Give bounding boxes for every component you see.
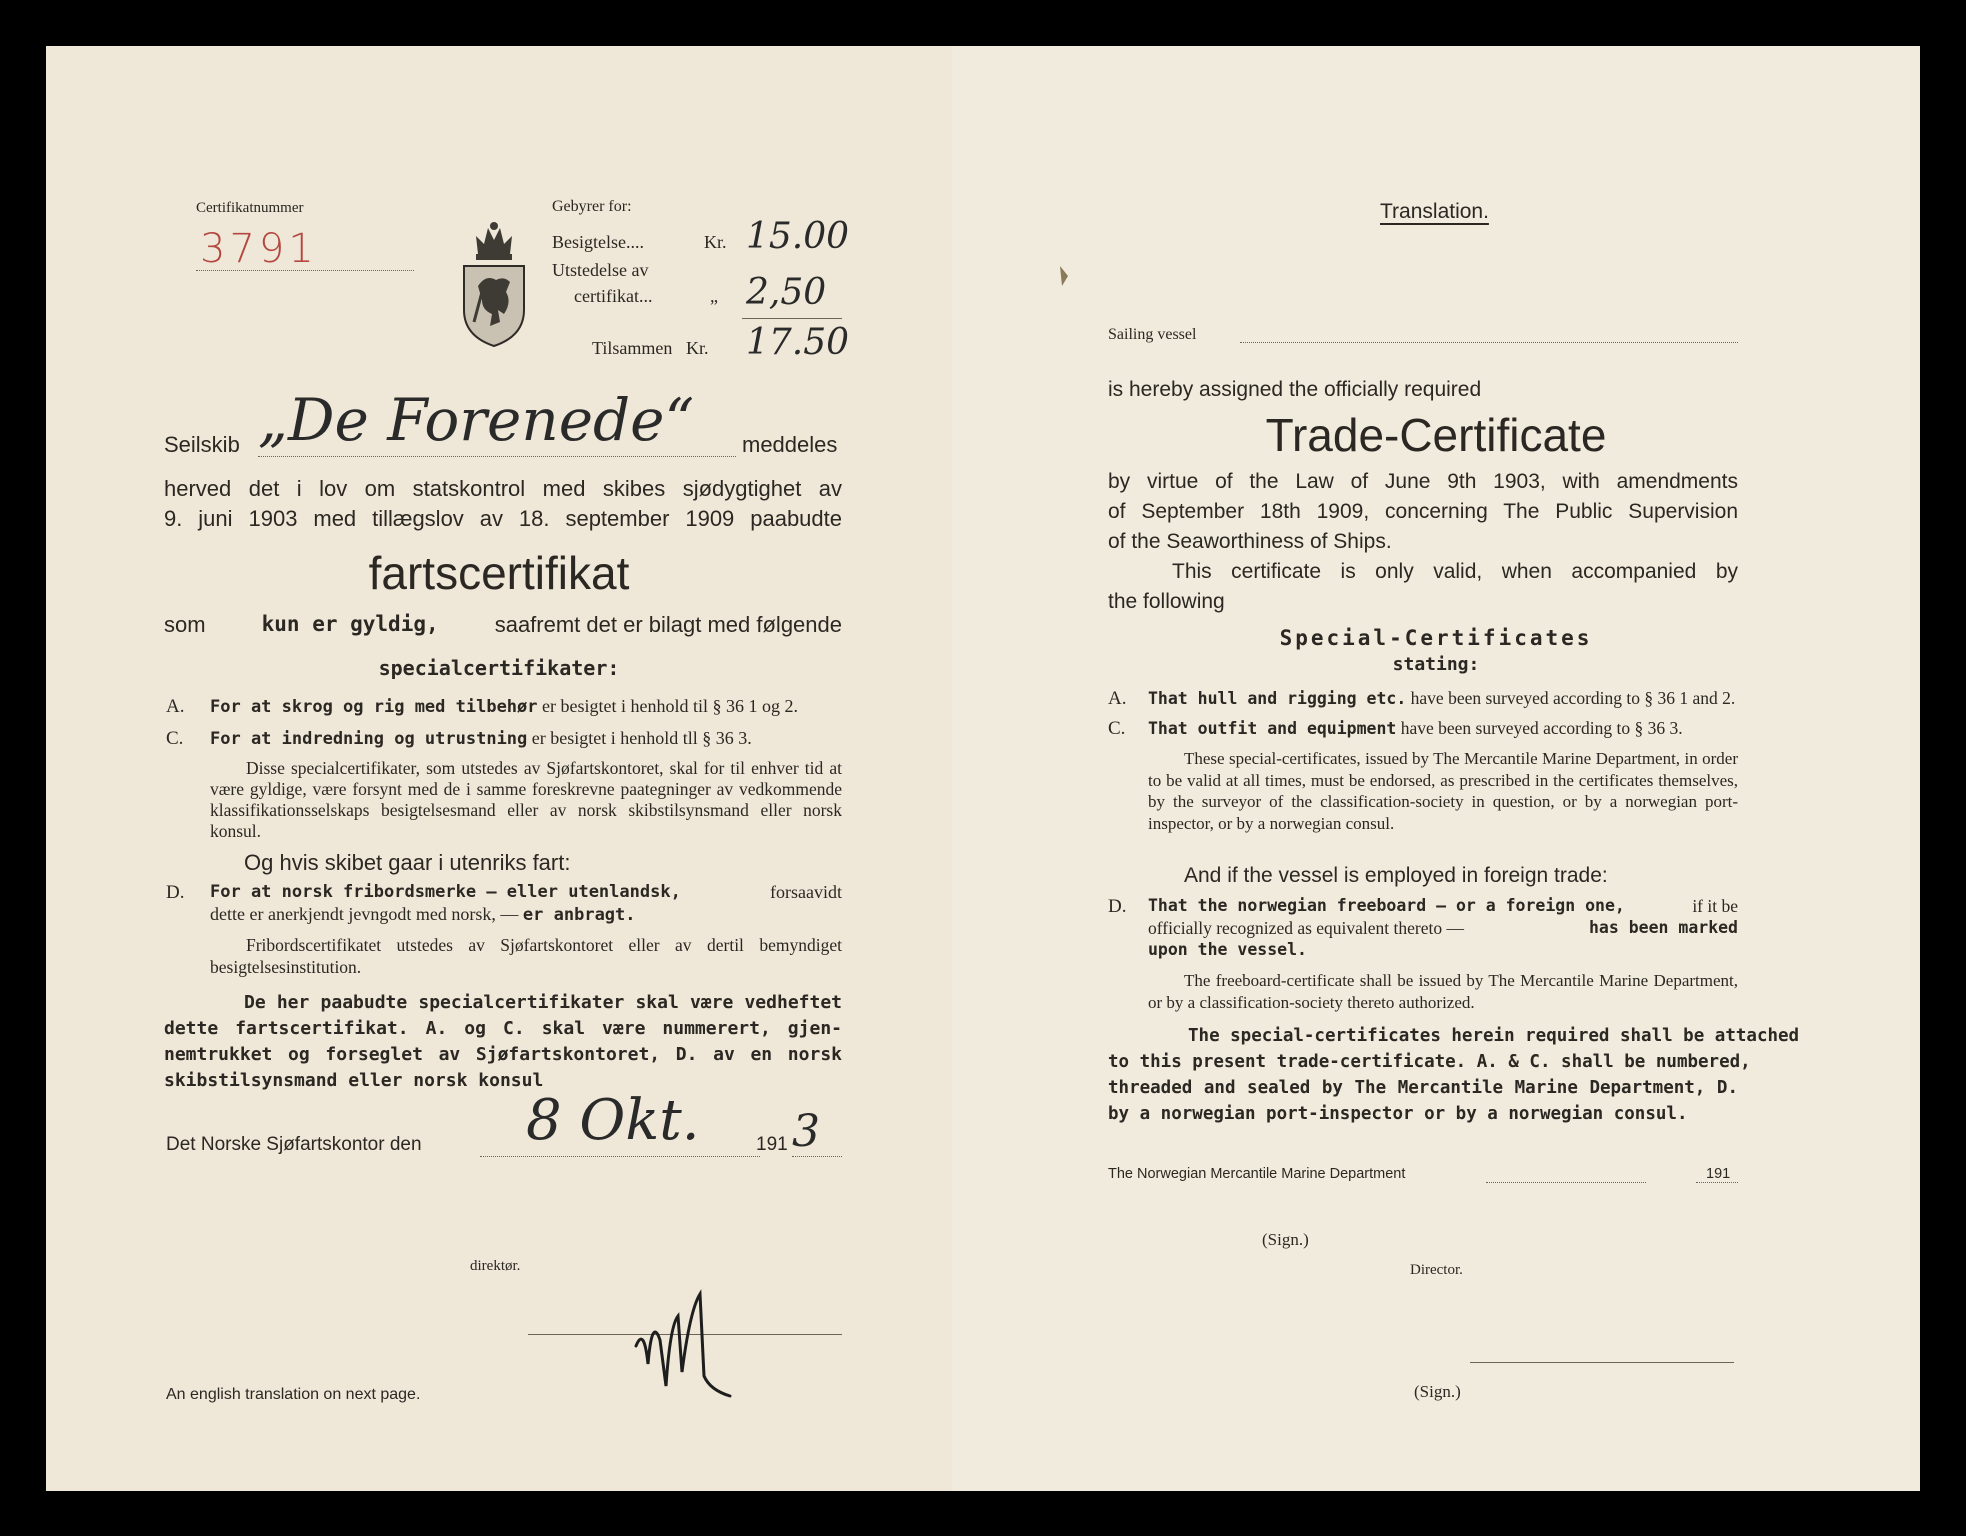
ship-prefix: Seilskib — [164, 432, 240, 457]
item-d-line-2 — [210, 904, 636, 925]
closing-line-2: dette fartscertifikat. A. og C. skal være nummerert, gjen- — [164, 1018, 842, 1039]
item-a-rest: er besigtet i henhold til § 36 1 og 2. — [542, 696, 798, 716]
fee-sum-line — [742, 318, 842, 319]
right-item-a-bold: That hull and rigging etc. — [1148, 689, 1407, 708]
valid-line-1: This certificate is only valid, when accompanied by — [1172, 560, 1738, 583]
vessel-label: Sailing vessel — [1108, 326, 1197, 343]
right-office-year-line — [1696, 1182, 1738, 1183]
left-page — [46, 46, 953, 1491]
fee-inspection-value: 15.00 — [746, 216, 850, 257]
valid-line-2: the following — [1108, 590, 1225, 613]
valid-line-pre: som — [164, 612, 206, 637]
fee-issue-ditto: „ — [710, 286, 718, 306]
note-2: Fribordscertifikatet utstedes av Sjøfartskontoret eller av dertil bemyndiget besigtelsesinstitution. — [210, 935, 842, 977]
item-c-rest: er besigtet i henhold tll § 36 3. — [531, 728, 752, 748]
sign-1: (Sign.) — [1262, 1230, 1309, 1249]
right-item-c-rest: have been surveyed according to § 36 3. — [1400, 718, 1683, 738]
assigned-line: is hereby assigned the officially required — [1108, 378, 1482, 401]
right-item-c — [1148, 718, 1683, 739]
item-c-bold: For at indredning og utrustning — [210, 729, 528, 749]
right-special-heading: Special-Certificates — [1279, 626, 1593, 650]
intro-line-2: 9. juni 1903 med tillægslov av 18. september 1909 paabudte — [164, 506, 842, 531]
right-page — [952, 46, 1920, 1491]
fee-total-label: Tilsammen — [592, 338, 673, 358]
item-d-bold-1: For at norsk fribordsmerke — eller utenlandsk, — [210, 882, 681, 902]
fee-inspection-currency: Kr. — [704, 232, 727, 252]
item-a-bold: For at skrog og rig med tilbehør — [210, 697, 538, 717]
right-closing-line-3: threaded and sealed by The Mercantile Marine Department, D. — [1108, 1078, 1738, 1098]
cert-number-line — [196, 270, 414, 271]
right-item-d-bold-2: has been marked — [1588, 918, 1738, 937]
right-main-title: Trade-Certificate — [1265, 409, 1607, 461]
item-d-rest-1: forsaavidt — [770, 882, 842, 902]
ship-name-line — [258, 456, 736, 457]
right-item-c-letter: C. — [1108, 718, 1126, 739]
cert-number-value: 3791 — [200, 226, 318, 272]
right-note-1: These special-certificates, issued by The Mercantile Marine Department, in order to be valid at all times, must be endorsed, as prescribed in the certificates themselves, by the surveyor of the classification-society in question, or by a norwegian port-inspector, or by a norwegian consul. — [1148, 749, 1738, 833]
fee-issue-label-2: certifikat... — [574, 286, 653, 306]
office-year-prefix: 191 — [756, 1134, 788, 1155]
office-year-line — [792, 1156, 842, 1157]
right-item-d-rest-1: if it be — [1692, 896, 1738, 916]
fees-label: Gebyrer for: — [552, 198, 632, 215]
closing-line-4: skibstilsynsmand eller norsk konsul — [164, 1070, 544, 1091]
right-signature-line — [1470, 1362, 1734, 1363]
closing-line-1: De her paabudte specialcertifikater skal være vedheftet — [244, 992, 842, 1013]
special-heading: specialcertifikater: — [378, 656, 620, 680]
right-closing-line-4: by a norwegian port-inspector or by a norwegian consul. — [1108, 1104, 1688, 1124]
item-a — [210, 696, 798, 717]
right-office-year: 191 — [1706, 1166, 1731, 1182]
law-line-2: of September 18th 1909, concerning The Public Supervision — [1108, 500, 1738, 523]
closing-line-3: nemtrukket og forseglet av Sjøfartskontoret, D. av en norsk — [164, 1044, 842, 1065]
item-d-rest-2: dette er anerkjendt jevngodt med norsk, — — [210, 904, 519, 924]
cert-number-label: Certifikatnummer — [196, 200, 304, 216]
right-item-d-rest-2: officially recognized as equivalent thereto — — [1148, 918, 1465, 938]
norwegian-coat-of-arms-icon — [456, 218, 532, 348]
note-1: Disse specialcertifikater, som utstedes av Sjøfartskontoret, skal for til enhver tid at være gyldige, være forsynt med de i samme foreskrevne paategninger av vedkommende klassifikationsselskaps besigtelsesmand eller av norsk skibstilsynsmand eller norsk konsul. — [210, 758, 842, 841]
paper-mark — [1058, 264, 1070, 288]
item-a-letter: A. — [166, 696, 185, 717]
intro-line-1: herved det i lov om statskontrol med skibes sjødygtighet av — [164, 476, 842, 501]
right-office-label: The Norwegian Mercantile Marine Department — [1108, 1166, 1406, 1182]
right-item-c-bold: That outfit and equipment — [1148, 719, 1397, 738]
valid-line-post: saafremt det er bilagt med følgende — [494, 612, 842, 637]
item-c-letter: C. — [166, 728, 184, 749]
item-d-letter: D. — [166, 882, 185, 903]
right-director-label: Director. — [1410, 1262, 1463, 1278]
office-date: 8 Okt. — [526, 1088, 700, 1153]
ship-name: „De Forenede“ — [258, 386, 695, 454]
fee-total-currency: Kr. — [686, 338, 709, 358]
director-signature — [630, 1286, 740, 1398]
right-closing-line-1: The special-certificates herein required shall be attached — [1188, 1026, 1800, 1046]
law-line-1: by virtue of the Law of June 9th 1903, with amendments — [1108, 470, 1738, 493]
sign-2: (Sign.) — [1414, 1382, 1461, 1401]
law-line-3: of the Seaworthiness of Ships. — [1108, 530, 1392, 553]
right-item-d-letter: D. — [1108, 896, 1127, 917]
right-closing-line-2: to this present trade-certificate. A. & C. shall be numbered, — [1108, 1052, 1751, 1072]
ship-suffix: meddeles — [742, 432, 838, 457]
right-foreign-heading: And if the vessel is employed in foreign trade: — [1184, 864, 1608, 887]
valid-line-bold: kun er gyldig, — [261, 612, 439, 636]
item-d-line-1 — [210, 882, 842, 903]
main-title: fartscertifikat — [368, 547, 630, 599]
office-year-suffix: 3 — [792, 1106, 820, 1157]
right-item-d-line-2 — [1148, 918, 1738, 939]
item-d-bold-2: er anbragt. — [522, 905, 636, 925]
right-item-d-bold-3: upon the vessel. — [1148, 940, 1307, 959]
stating: stating: — [1392, 654, 1480, 675]
right-office-line — [1486, 1182, 1646, 1183]
item-c — [210, 728, 752, 749]
foreign-heading: Og hvis skibet gaar i utenriks fart: — [244, 850, 571, 875]
right-item-a-letter: A. — [1108, 688, 1127, 709]
footer-note: An english translation on next page. — [166, 1386, 421, 1403]
right-item-d-bold-1: That the norwegian freeboard — or a foreign one, — [1148, 896, 1625, 915]
right-item-a — [1148, 688, 1735, 709]
fee-issue-value: 2,50 — [746, 272, 827, 313]
director-label: direktør. — [470, 1258, 521, 1274]
right-note-2: The freeboard-certificate shall be issued by The Mercantile Marine Department, or by a classification-society thereto authorized. — [1148, 971, 1738, 1012]
right-item-d-line-1 — [1148, 896, 1738, 917]
translation-heading: Translation. — [1380, 200, 1489, 223]
fee-inspection-label: Besigtelse.... — [552, 232, 644, 252]
right-item-a-rest: have been surveyed according to § 36 1 and 2. — [1410, 688, 1736, 708]
fee-issue-label-1: Utstedelse av — [552, 260, 649, 280]
office-label: Det Norske Sjøfartskontor den — [166, 1134, 422, 1155]
office-date-line — [480, 1156, 760, 1157]
vessel-line — [1240, 342, 1738, 343]
fee-total-value: 17.50 — [746, 322, 850, 363]
valid-line — [164, 612, 842, 638]
